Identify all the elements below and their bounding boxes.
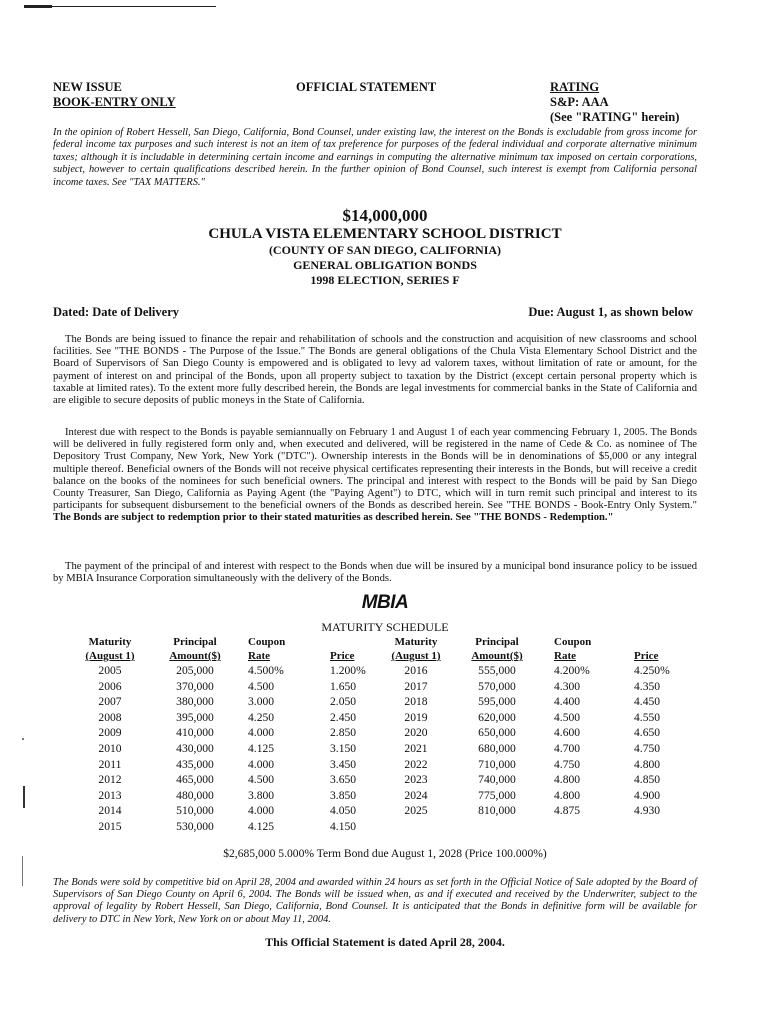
principal-values (462, 663, 532, 819)
maturity-year: 2011 (98, 757, 122, 771)
coupon-rate: 4.800 (554, 788, 581, 802)
coupon-rate: 4.600 (554, 726, 581, 740)
interest-paragraph (53, 427, 697, 525)
principal-subheader: Amount($) (471, 650, 523, 662)
maturity-year: 2010 (98, 741, 122, 755)
purpose-text: The Bonds are being issued to finance the repair and rehabilitation of schools and the construction and acquisition of new classrooms and school facilities. See "THE BONDS - The Purpose of the Issue." The Bonds are general obligations of the Chula Vista Elementary School District and the Board of Supervisors of San Diego County is empowered and is obligated to levy ad valorem taxes, without limitation of rate or amount, for the payment of interest on and principal of the Bonds, upon all property subject to taxation by the District (except certain personal property which is taxable at limited rates). To the extent more fully described herein, the Bonds are legal investments for commercial banks in the State of California and are eligible to secure deposits of public moneys in the State of California. (53, 334, 697, 407)
principal-amount: 530,000 (176, 819, 214, 833)
principal-amount: 370,000 (176, 679, 214, 693)
sale-paragraph: The Bonds were sold by competitive bid on April 28, 2004 and awarded within 24 hours as set forth in the Official Notice of Sale adopted by the Board of Supervisors of San Diego County on April 6, 2004. The Bonds will be issued when, as and if executed and received by the Underwriter, subject to the approval of legality by Robert Hessell, San Diego, California, Bond Counsel. It is anticipated that the Bonds in definitive form will be available for delivery to DTC in New York, New York on or about May 11, 2004. (53, 877, 697, 925)
price-yield: 1.650 (330, 679, 357, 693)
maturity-header: Maturity (88, 636, 132, 648)
principal-amount: 465,000 (176, 773, 214, 787)
insurance-text: The payment of the principal of and interest with respect to the Bonds when due will be insured by a municipal bond insurance policy to be issued by MBIA Insurance Corporation simultaneously with the delivery of the Bonds. (53, 561, 697, 585)
price-header: Price (634, 650, 659, 662)
right-principal-column (462, 636, 532, 819)
principal-header: Principal (475, 636, 519, 648)
coupon-subheader: Rate (554, 650, 576, 662)
price-yield: 3.150 (330, 741, 357, 755)
maturity-year: 2014 (98, 804, 122, 818)
insurance-paragraph (53, 561, 697, 585)
maturity-year: 2023 (404, 773, 428, 787)
principal-amount: 710,000 (478, 757, 516, 771)
rating-value: S&P: AAA (550, 95, 609, 109)
principal-amount: 380,000 (176, 695, 214, 709)
coupon-rate: 3.800 (248, 788, 275, 802)
principal-amount: 555,000 (478, 664, 516, 677)
coupon-rate: 4.000 (248, 757, 275, 771)
coupon-header: Coupon (248, 636, 286, 648)
principal-amount: 740,000 (478, 773, 516, 787)
price-yield: 2.050 (330, 695, 357, 709)
price-yield: 2.450 (330, 710, 357, 724)
statement-date: This Official Statement is dated April 28, 2004. (265, 935, 505, 949)
price-yield: 3.650 (330, 773, 357, 787)
principal-values (160, 663, 230, 835)
redemption-text: The Bonds are subject to redemption prior to their stated maturities as described herein. See "THE BONDS - Redemption." (53, 512, 614, 524)
scan-artifact-line (24, 6, 216, 7)
principal-amount: 650,000 (478, 726, 516, 740)
interest-text: Interest due with respect to the Bonds is payable semiannually on February 1 and August 1 of each year commencing February 1, 2005. The Bonds will be delivered in fully registered form only and, when executed and delivered, will be registered in the name of Cede & Co. as nominee of The Depository Trust Company, New York, New York ("DTC"). Ownership interests in the Bonds will be in denominations of $5,000 or any integral multiple thereof. Beneficial owners of the Bonds will not receive physical certificates representing their interests in the Bonds, but will receive a credit balance on the books of the nominees for such beneficial owners. The principal and interest with respect to the Bonds will be paid by San Diego County Treasurer, San Diego, California as Paying Agent (the "Paying Agent") to DTC, which will in turn remit such principal and interest to its participants for subsequent disbursement to the beneficial owners of the Bonds as described herein. See "THE BONDS - Book-Entry Only System." (53, 427, 697, 512)
book-entry-label: BOOK-ENTRY ONLY (53, 95, 176, 109)
principal-header: Principal (173, 636, 217, 648)
price-values (330, 663, 380, 835)
election-series: 1998 ELECTION, SERIES F (310, 273, 460, 287)
maturity-schedule-title: MATURITY SCHEDULE (321, 620, 449, 634)
coupon-header: Coupon (554, 636, 592, 648)
coupon-rate: 4.000 (248, 726, 275, 740)
maturity-header: Maturity (394, 636, 438, 648)
principal-amount: 410,000 (176, 726, 214, 740)
maturity-year: 2008 (98, 710, 122, 724)
principal-amount: 510,000 (176, 804, 214, 818)
maturity-year: 2006 (98, 679, 122, 693)
right-maturity-column (385, 636, 447, 819)
price-yield: 4.450 (634, 695, 661, 709)
principal-amount: 620,000 (478, 710, 516, 724)
price-yield: 1.200% (330, 664, 366, 677)
title-block (0, 206, 770, 288)
maturity-year: 2005 (98, 664, 122, 677)
coupon-values (248, 663, 300, 835)
maturity-year: 2018 (404, 695, 428, 709)
price-yield: 4.800 (634, 757, 661, 771)
coupon-rate: 4.750 (554, 757, 581, 771)
principal-amount: 395,000 (176, 710, 214, 724)
price-yield: 3.450 (330, 757, 357, 771)
maturity-year: 2009 (98, 726, 122, 740)
maturity-year: 2021 (404, 741, 428, 755)
principal-amount: 570,000 (478, 679, 516, 693)
coupon-rate: 4.700 (554, 741, 581, 755)
new-issue-label: NEW ISSUE (53, 80, 122, 94)
price-yield: 4.550 (634, 710, 661, 724)
district-name: CHULA VISTA ELEMENTARY SCHOOL DISTRICT (208, 226, 562, 242)
maturity-subheader: (August 1) (391, 650, 441, 662)
scan-artifact-mark (22, 738, 24, 740)
right-price-column (634, 636, 689, 819)
principal-amount: 480,000 (176, 788, 214, 802)
maturity-year: 2022 (404, 757, 428, 771)
price-yield: 3.850 (330, 788, 357, 802)
rating-label: RATING (550, 80, 600, 94)
left-coupon-column (248, 636, 300, 835)
issue-amount: $14,000,000 (342, 206, 428, 225)
price-yield: 4.850 (634, 773, 661, 787)
price-values (634, 663, 689, 819)
right-coupon-column (554, 636, 609, 819)
purpose-paragraph (53, 334, 697, 407)
principal-amount: 430,000 (176, 741, 214, 755)
coupon-rate: 4.875 (554, 804, 581, 818)
left-price-column (330, 636, 380, 835)
coupon-values (554, 663, 609, 819)
due-date: Due: August 1, as shown below (528, 305, 693, 319)
coupon-rate: 4.300 (554, 679, 581, 693)
dated-date: Dated: Date of Delivery (53, 305, 179, 319)
maturity-subheader: (August 1) (85, 650, 135, 662)
principal-amount: 205,000 (176, 664, 214, 677)
coupon-rate: 4.500 (554, 710, 581, 724)
scan-artifact-mark (23, 786, 25, 808)
principal-amount: 435,000 (176, 757, 214, 771)
official-statement-label: OFFICIAL STATEMENT (296, 80, 437, 94)
coupon-rate: 4.125 (248, 819, 275, 833)
coupon-rate: 4.800 (554, 773, 581, 787)
bond-type: GENERAL OBLIGATION BONDS (293, 258, 477, 272)
rating-note: (See "RATING" herein) (550, 110, 680, 124)
price-yield: 4.900 (634, 788, 661, 802)
maturity-year: 2016 (404, 664, 428, 677)
price-yield: 4.050 (330, 804, 357, 818)
maturity-values (385, 663, 447, 819)
coupon-rate: 4.500 (248, 773, 275, 787)
coupon-rate: 4.400 (554, 695, 581, 709)
maturity-year: 2025 (404, 804, 428, 818)
maturity-year: 2013 (98, 788, 122, 802)
maturity-year: 2020 (404, 726, 428, 740)
price-yield: 4.750 (634, 741, 661, 755)
maturity-year: 2017 (404, 679, 428, 693)
price-yield: 4.250% (634, 664, 670, 677)
scan-artifact-mark (22, 856, 23, 886)
coupon-rate: 4.250 (248, 710, 275, 724)
price-yield: 4.930 (634, 804, 661, 818)
principal-subheader: Amount($) (169, 650, 221, 662)
price-yield: 4.650 (634, 726, 661, 740)
coupon-rate: 4.125 (248, 741, 275, 755)
maturity-year: 2007 (98, 695, 122, 709)
price-yield: 4.350 (634, 679, 661, 693)
maturity-values (80, 663, 140, 835)
coupon-rate: 4.500% (248, 664, 284, 677)
price-yield: 4.150 (330, 819, 357, 833)
principal-amount: 595,000 (478, 695, 516, 709)
principal-amount: 810,000 (478, 804, 516, 818)
term-bond-line: $2,685,000 5.000% Term Bond due August 1, 2028 (Price 100.000%) (223, 847, 547, 860)
principal-amount: 775,000 (478, 788, 516, 802)
coupon-rate: 4.500 (248, 679, 275, 693)
price-header: Price (330, 650, 355, 662)
maturity-year: 2012 (98, 773, 122, 787)
coupon-subheader: Rate (248, 650, 270, 662)
left-principal-column (160, 636, 230, 835)
mbia-logo: MBIA (361, 592, 409, 613)
bond-counsel-opinion: In the opinion of Robert Hessell, San Diego, California, Bond Counsel, under existing law, the interest on the Bonds is excludable from gross income for federal income tax purposes and such interest is not an item of tax preference for purposes of the federal individual and corporate alternative minimum taxes; although it is includable in determining certain income and earnings in computing the alternative minimum tax imposed on certain corporations, subject, however to certain qualifications described herein. In the further opinion of Bond Counsel, such interest is exempt from California personal income taxes. See "TAX MATTERS." (53, 127, 697, 188)
left-maturity-column (80, 636, 140, 835)
principal-amount: 680,000 (478, 741, 516, 755)
county-name: (COUNTY OF SAN DIEGO, CALIFORNIA) (268, 243, 502, 257)
coupon-rate: 3.000 (248, 695, 275, 709)
coupon-rate: 4.000 (248, 804, 275, 818)
maturity-year: 2019 (404, 710, 428, 724)
maturity-year: 2024 (404, 788, 428, 802)
coupon-rate: 4.200% (554, 664, 590, 677)
maturity-year: 2015 (98, 819, 122, 833)
price-yield: 2.850 (330, 726, 357, 740)
